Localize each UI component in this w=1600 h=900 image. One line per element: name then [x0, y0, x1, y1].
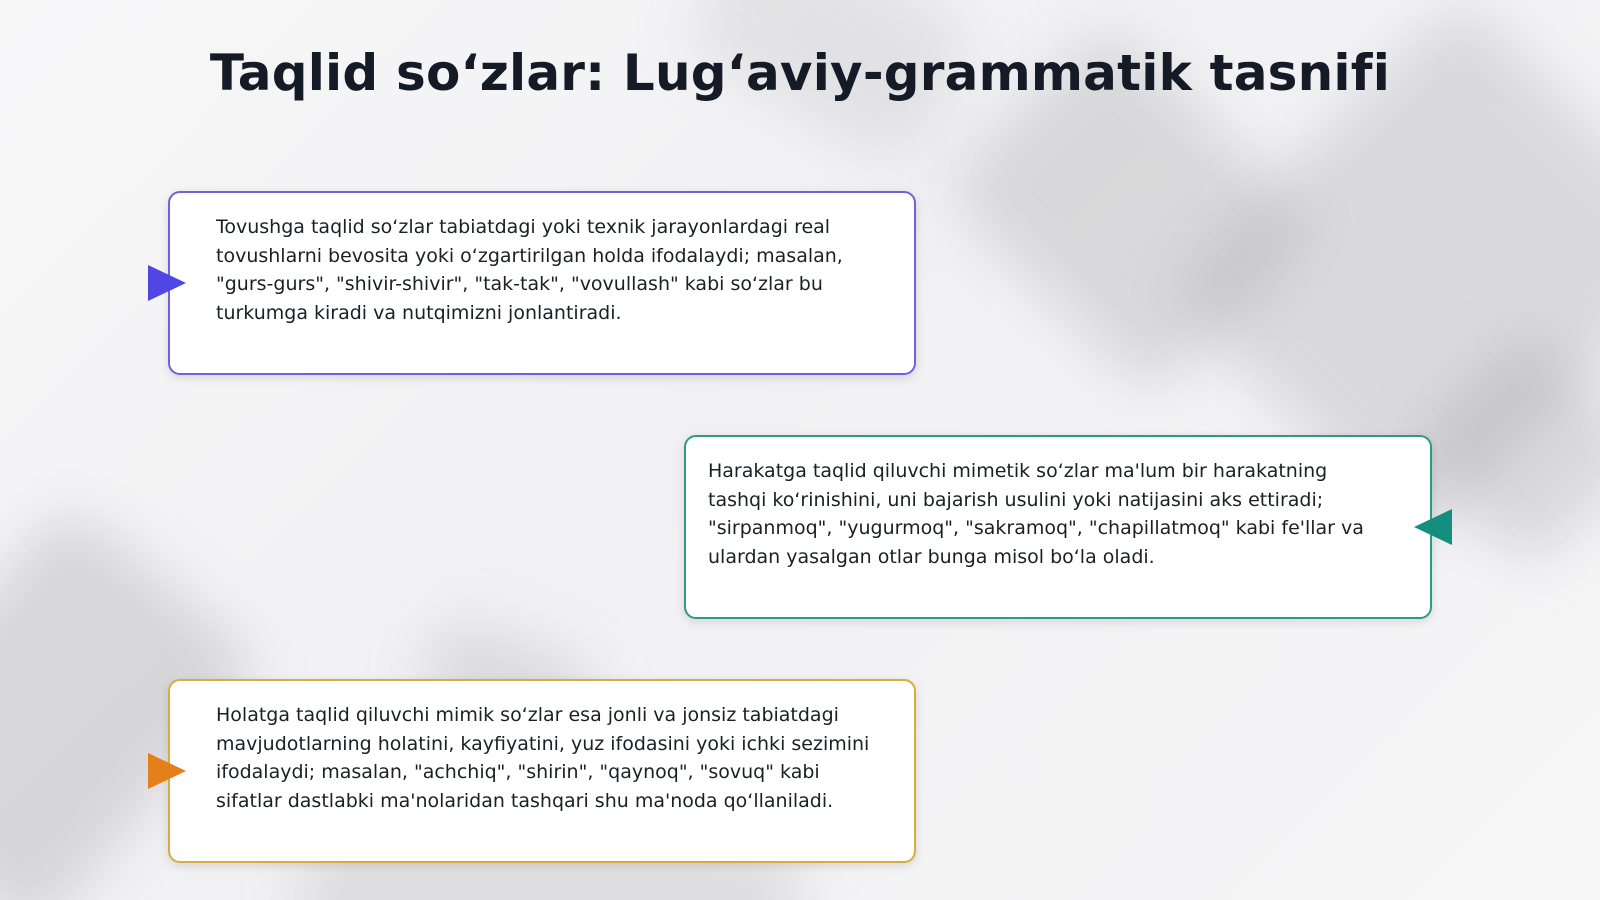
slide-title: Taqlid so‘zlar: Lug‘aviy-grammatik tasnifi: [209, 44, 1391, 102]
triangle-right-icon: [148, 265, 186, 301]
motion-imitation-card: [684, 435, 1432, 619]
triangle-right-icon: [148, 753, 186, 789]
card-text: Harakatga taqlid qiluvchi mimetik so‘zlar ma'lum bir harakatning tashqi ko‘rinishini, uni bajarish usulini yoki natijasini aks ettiradi; "sirpanmoq", "yugurmoq", "sakramoq", "chapillatmoq" kabi fe'llar va ulardan yasalgan otlar bunga misol bo‘la oladi.: [708, 460, 1364, 568]
sound-imitation-card: [168, 191, 916, 375]
card-text: Holatga taqlid qiluvchi mimik so‘zlar esa jonli va jonsiz tabiatdagi mavjudotlarning holatini, kayfiyatini, yuz ifodasini yoki ichki sezimini ifodalaydi; masalan, "achchiq", "shirin", "qaynoq", "sovuq" kabi sifatlar dastlabki ma'nolaridan tashqari shu ma'noda qo‘llaniladi.: [216, 704, 870, 812]
state-imitation-card: [168, 679, 916, 863]
triangle-left-icon: [1414, 509, 1452, 545]
card-text: Tovushga taqlid so‘zlar tabiatdagi yoki texnik jarayonlardagi real tovushlarni bevosita yoki o‘zgartirilgan holda ifodalaydi; masalan, "gurs-gurs", "shivir-shivir", "tak-tak", "vovullash" kabi so‘zlar bu turkumga kiradi va nutqimizni jonlantiradi.: [216, 216, 843, 324]
